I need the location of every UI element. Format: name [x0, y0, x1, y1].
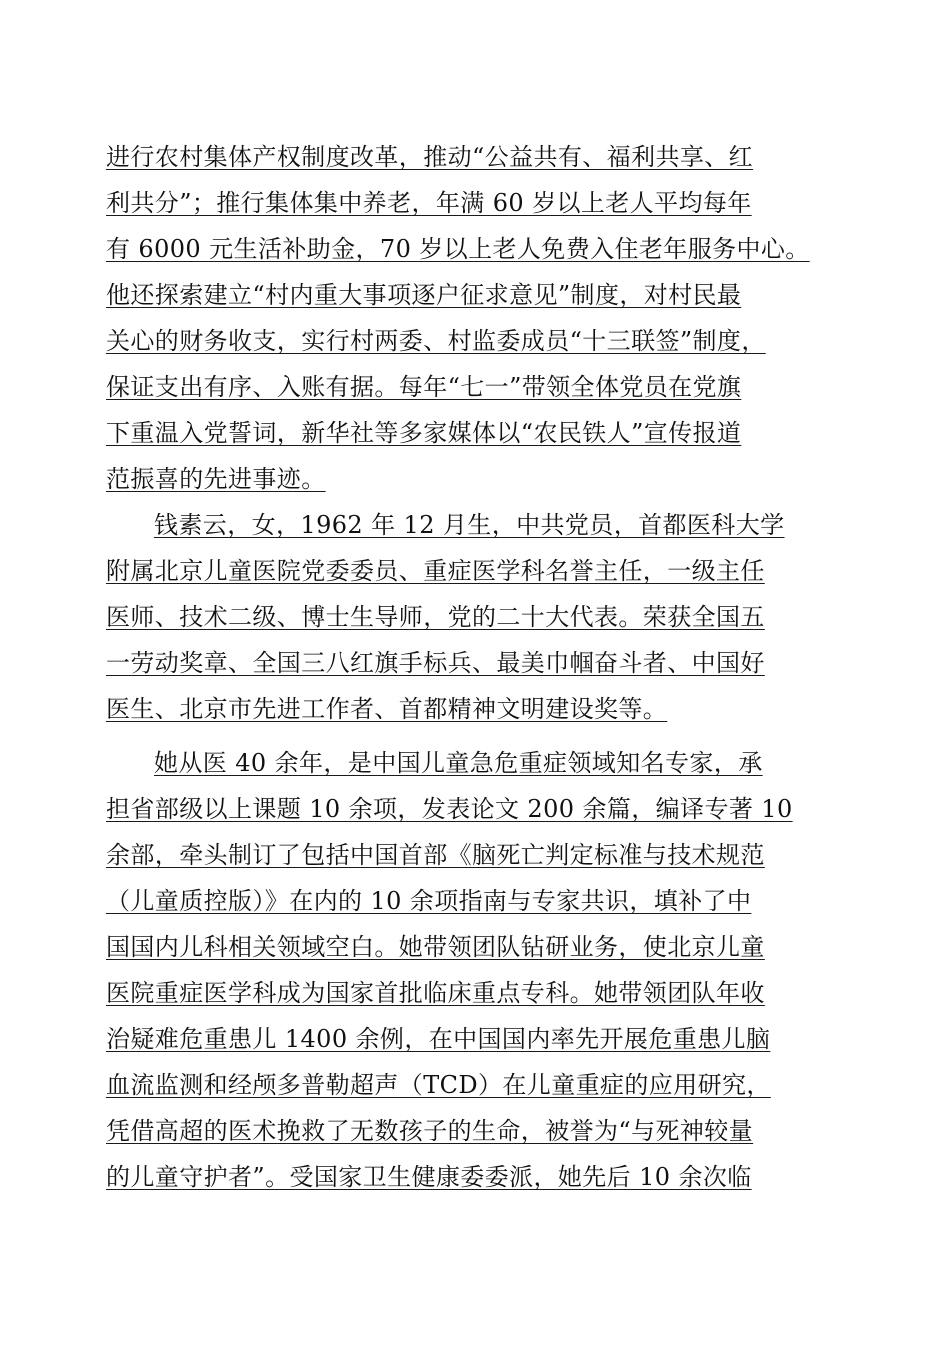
text-line: [106, 922, 832, 968]
text-line: [106, 408, 832, 454]
line-text: 治疑难危重患儿 1400 余例，在中国国内率先开展危重患儿脑: [106, 1025, 771, 1053]
text-line: [106, 1106, 832, 1152]
line-text: 凭借高超的医术挽救了无数孩子的生命，被誉为“与死神较量: [106, 1117, 754, 1145]
line-text: 国国内儿科相关领域空白。她带领团队钻研业务，使北京儿童: [106, 933, 765, 961]
line-text: 有 6000 元生活补助金，70 岁以上老人免费入住老年服务中心。: [106, 235, 810, 263]
text-line: [106, 684, 832, 730]
text-line: [106, 1060, 832, 1106]
line-text: 她从医 40 余年，是中国儿童急危重症领域知名专家，承: [154, 749, 763, 777]
text-line: [106, 316, 832, 362]
line-text: 保证支出有序、入账有据。每年“七一”带领全体党员在党旗: [106, 373, 742, 401]
text-line: [106, 592, 832, 638]
text-line: [106, 1152, 832, 1198]
line-text: （儿童质控版）》在内的 10 余项指南与专家共识，填补了中: [106, 887, 752, 915]
paragraph-2: [106, 500, 832, 730]
line-text: 医院重症医学科成为国家首批临床重点专科。她带领团队年收: [106, 979, 765, 1007]
text-line: [106, 546, 832, 592]
text-line: [106, 968, 832, 1014]
text-line: [106, 830, 832, 876]
text-line: [106, 362, 832, 408]
line-text: 下重温入党誓词，新华社等多家媒体以“农民铁人”宣传报道: [106, 419, 742, 447]
line-text: 医生、北京市先进工作者、首都精神文明建设奖等。: [106, 695, 668, 723]
line-text: 一劳动奖章、全国三八红旗手标兵、最美巾帼奋斗者、中国好: [106, 649, 765, 677]
text-line: [106, 784, 832, 830]
line-text: 的儿童守护者”。受国家卫生健康委委派，她先后 10 余次临: [106, 1163, 752, 1191]
line-text: 关心的财务收支，实行村两委、村监委成员“十三联签”制度，: [106, 327, 766, 355]
text-line: [106, 738, 832, 784]
line-text: 血流监测和经颅多普勒超声（TCD）在儿童重症的应用研究，: [106, 1071, 771, 1099]
paragraph-3: [106, 738, 832, 1198]
line-text: 余部，牵头制订了包括中国首部《脑死亡判定标准与技术规范: [106, 841, 765, 869]
line-text: 进行农村集体产权制度改革，推动“公益共有、福利共享、红: [106, 143, 754, 171]
text-line: [106, 224, 832, 270]
line-text: 范振喜的先进事迹。: [106, 465, 326, 493]
paragraph-1: [106, 132, 832, 500]
text-line: [106, 270, 832, 316]
text-line: [106, 132, 832, 178]
line-text: 医师、技术二级、博士生导师，党的二十大代表。荣获全国五: [106, 603, 765, 631]
line-text: 钱素云，女，1962 年 12 月生，中共党员，首都医科大学: [154, 511, 785, 539]
line-text: 担省部级以上课题 10 余项，发表论文 200 余篇，编译专著 10: [106, 795, 793, 823]
text-line: [106, 1014, 832, 1060]
line-text: 附属北京儿童医院党委委员、重症医学科名誉主任，一级主任: [106, 557, 765, 585]
text-line: [106, 500, 832, 546]
text-line: [106, 178, 832, 224]
text-line: [106, 638, 832, 684]
text-line: [106, 454, 832, 500]
line-text: 利共分”；推行集体集中养老，年满 60 岁以上老人平均每年: [106, 189, 752, 217]
line-text: 他还探索建立“村内重大事项逐户征求意见”制度，对村民最: [106, 281, 742, 309]
text-line: [106, 876, 832, 922]
